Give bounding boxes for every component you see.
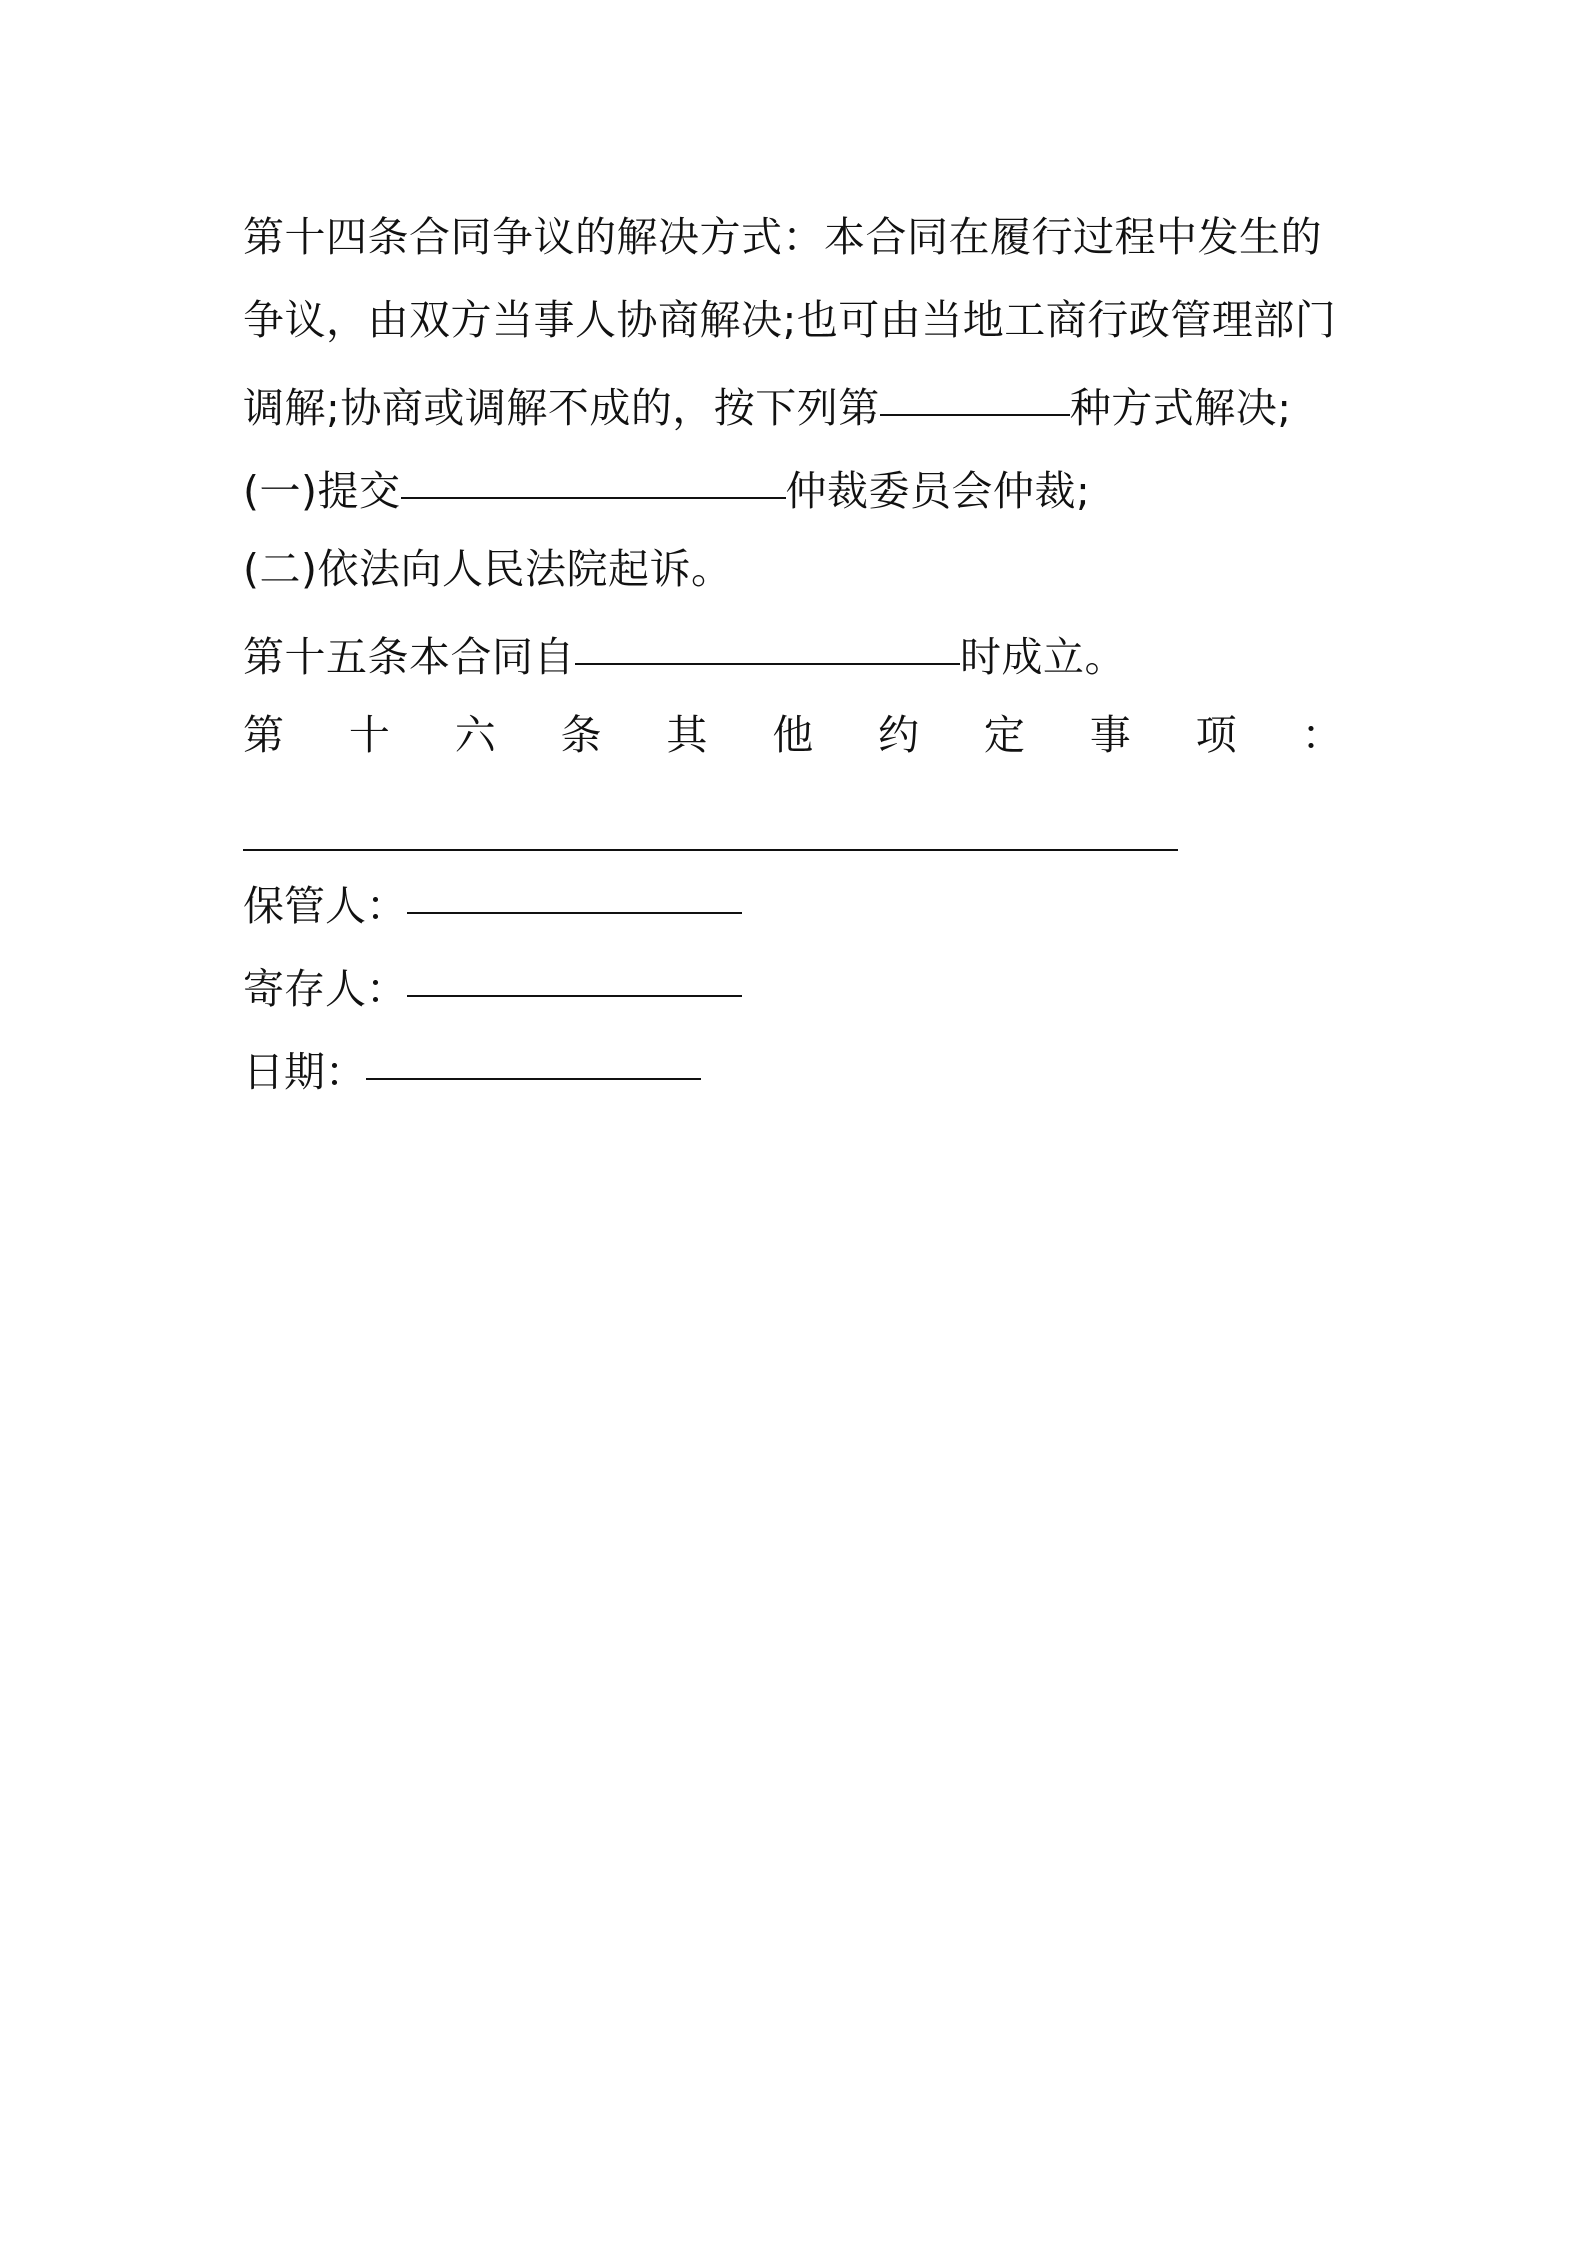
date-line (243, 1026, 1343, 1109)
article-14-line-2 (243, 279, 1343, 362)
date-label: 日期： (243, 1048, 366, 1096)
article-14-text-3b: 种方式解决; (1069, 384, 1292, 432)
depositor-label: 寄存人： (243, 965, 407, 1013)
depositor-blank[interactable] (407, 943, 742, 997)
date-blank[interactable] (366, 1026, 701, 1080)
depositor-line (243, 943, 1343, 1026)
dispute-method-blank[interactable] (880, 362, 1070, 416)
article-16-char: 定 (983, 711, 1026, 759)
option-1-line (243, 445, 1343, 528)
option-1-text-b: 仲裁委员会仲裁; (785, 467, 1091, 515)
contract-text (243, 196, 1343, 1109)
article-16-char: ： (1301, 711, 1343, 759)
option-2-line (243, 528, 1343, 611)
article-16-char: 项 (1195, 711, 1238, 759)
article-16-char: 其 (666, 711, 708, 759)
article-16-char: 他 (772, 711, 814, 759)
article-16-char: 十 (348, 711, 391, 759)
other-matters-blank[interactable] (243, 797, 1178, 851)
article-16-char: 约 (878, 711, 920, 759)
arbitration-committee-blank[interactable] (401, 445, 786, 499)
article-14-text-1: 第十四条合同争议的解决方式：本合同在履行过程中发生的 (243, 213, 1322, 261)
article-15-text-b: 时成立。 (960, 633, 1126, 681)
custodian-label: 保管人： (243, 882, 407, 930)
article-14-text-3a: 调解;协商或调解不成的，按下列第 (243, 384, 880, 432)
article-16-char: 六 (454, 711, 497, 759)
option-2-text: (二)依法向人民法院起诉。 (243, 545, 733, 593)
article-15-text-a: 第十五条本合同自 (243, 633, 575, 681)
article-14-line-3 (243, 362, 1343, 445)
article-16-line (243, 694, 1343, 777)
article-14-line-1 (243, 196, 1343, 279)
article-14-text-2: 争议，由双方当事人协商解决;也可由当地工商行政管理部门 (243, 296, 1337, 344)
option-1-text-a: (一)提交 (243, 467, 401, 515)
other-matters-line (243, 777, 1343, 860)
custodian-line (243, 860, 1343, 943)
custodian-blank[interactable] (407, 860, 742, 914)
article-16-char: 条 (560, 711, 603, 759)
effective-date-blank[interactable] (575, 611, 960, 665)
article-16-char: 第 (243, 711, 285, 759)
article-16-char: 事 (1089, 711, 1132, 759)
article-15-line (243, 611, 1343, 694)
